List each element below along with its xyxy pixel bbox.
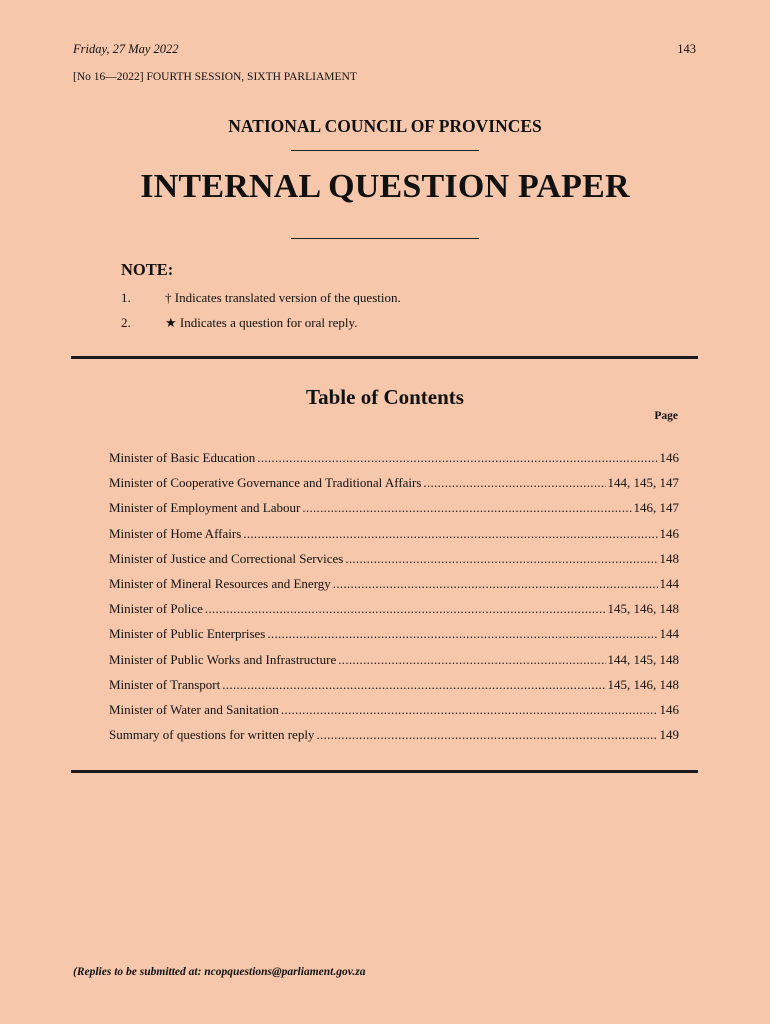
toc-entry-pages: 149 — [659, 727, 679, 743]
toc-entry[interactable] — [109, 702, 679, 727]
dot-leader — [243, 526, 657, 542]
toc-entry-name: Minister of Cooperative Governance and Traditional Affairs — [109, 475, 422, 491]
toc-entry[interactable] — [109, 727, 679, 752]
note-heading: NOTE: — [121, 260, 174, 279]
dot-leader — [267, 626, 657, 642]
toc-entry-name: Minister of Police — [109, 601, 203, 617]
section-rule-top — [71, 356, 698, 359]
dot-leader — [281, 702, 658, 718]
dot-leader — [222, 677, 605, 693]
toc-entry-pages: 144, 145, 147 — [607, 475, 679, 491]
toc-entry-pages: 148 — [659, 550, 679, 566]
dot-leader — [316, 727, 657, 743]
toc-entry[interactable] — [109, 601, 679, 626]
divider-bottom — [291, 238, 479, 239]
table-of-contents — [109, 450, 679, 752]
submission-footer: (Replies to be submitted at: ncopquestions@parliament.gov.za — [73, 966, 366, 978]
toc-entry[interactable] — [109, 475, 679, 500]
toc-entry-pages: 146, 147 — [633, 500, 679, 516]
note-item-text: † Indicates translated version of the question. — [165, 290, 401, 305]
toc-entry-name: Minister of Employment and Labour — [109, 500, 301, 516]
toc-entry[interactable] — [109, 500, 679, 525]
toc-entry[interactable] — [109, 526, 679, 551]
toc-entry-name: Minister of Water and Sanitation — [109, 701, 279, 717]
note-item-number: 1. — [121, 290, 131, 305]
toc-entry-name: Minister of Transport — [109, 676, 221, 692]
toc-entry[interactable] — [109, 652, 679, 677]
toc-entry-name: Summary of questions for written reply — [109, 727, 315, 743]
note-item-number: 2. — [121, 315, 131, 330]
toc-page-label: Page — [654, 410, 678, 422]
toc-entry-name: Minister of Mineral Resources and Energy — [109, 575, 331, 591]
toc-entry-pages: 146 — [659, 525, 679, 541]
toc-entry-pages: 146 — [659, 450, 679, 465]
toc-entry-name: Minister of Public Enterprises — [109, 626, 266, 642]
divider-top — [291, 150, 479, 151]
note-item-text: ★ Indicates a question for oral reply. — [165, 315, 358, 330]
toc-entry-pages: 145, 146, 148 — [607, 601, 679, 617]
dot-leader — [257, 450, 657, 466]
toc-entry-name: Minister of Justice and Correctional Services — [109, 550, 344, 566]
toc-entry[interactable] — [109, 677, 679, 702]
toc-heading: Table of Contents — [306, 385, 464, 409]
section-rule-bottom — [71, 770, 698, 773]
toc-entry[interactable] — [109, 551, 679, 576]
toc-entry-name: Minister of Public Works and Infrastructure — [109, 651, 337, 667]
toc-entry-name: Minister of Home Affairs — [109, 525, 242, 541]
dot-leader — [338, 652, 605, 668]
toc-entry-pages: 144 — [659, 575, 679, 591]
toc-entry[interactable] — [109, 450, 679, 475]
header-date: Friday, 27 May 2022 — [73, 42, 179, 56]
toc-entry[interactable] — [109, 576, 679, 601]
dot-leader — [302, 500, 631, 516]
toc-entry-name: Minister of Basic Education — [109, 450, 256, 465]
dot-leader — [205, 601, 606, 617]
dot-leader — [345, 551, 657, 567]
dot-leader — [423, 475, 605, 491]
toc-entry-pages: 145, 146, 148 — [607, 676, 679, 692]
toc-entry[interactable] — [109, 626, 679, 651]
dot-leader — [333, 576, 658, 592]
council-heading: NATIONAL COUNCIL OF PROVINCES — [228, 116, 542, 136]
session-line: [No 16—2022] FOURTH SESSION, SIXTH PARLIAMENT — [73, 71, 357, 83]
toc-entry-pages: 146 — [659, 701, 679, 717]
toc-entry-pages: 144, 145, 148 — [607, 651, 679, 667]
toc-entry-pages: 144 — [659, 626, 679, 642]
page-number: 143 — [677, 42, 696, 56]
paper-title: INTERNAL QUESTION PAPER — [140, 168, 630, 205]
